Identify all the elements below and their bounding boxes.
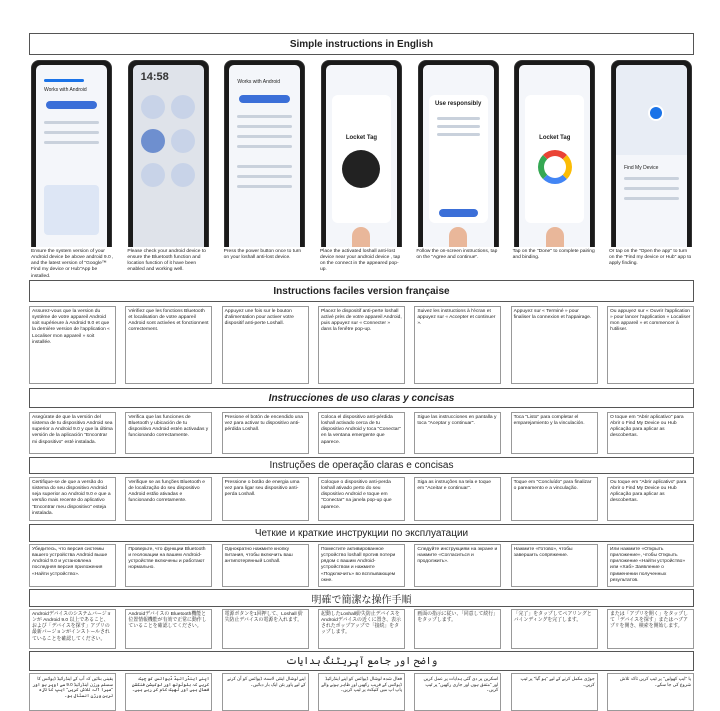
toggle-tile: [141, 163, 165, 187]
screen-line: [624, 187, 679, 190]
step-7: Ou toque em "Abrir aplicativo" para Abrir o Find My Device ou Hub Aplicação para aplicar as descobertas.: [607, 477, 694, 521]
step-5: 画面の指示に従い、「同意して続行」をタップします。: [414, 609, 501, 649]
heading-russian: [29, 524, 694, 542]
screen-button: [46, 101, 97, 109]
step-4: 起動したLoshall紛失防止デバイスをAndroidデバイスの近くに置き、表示されたポップアップで「接続」をタップします。: [318, 609, 405, 649]
step-1: Убедитесь, что версия системы вашего устройства Android выше Android 9.0 и установлена последняя версия приложения «Найти устройство».: [29, 544, 116, 587]
phone-screen: [616, 65, 687, 267]
heading-urdu: [29, 651, 694, 671]
tracker-device: [342, 150, 380, 188]
phone-screen: [519, 65, 590, 267]
step-5: Follow the on-screen instructions, tap on the "Agree and continue".: [414, 247, 501, 282]
step-2: Androidデバイスの Bluetooth機能と位置情報機能が有効で正常に動作していることを確認してください。: [125, 609, 212, 649]
step-1: Ensure the system version of your Android device be above android 9.0 , and the latest version of "Google™ Find my device or Hub"App be installed.: [29, 247, 116, 282]
dialog-line: [437, 117, 480, 120]
step-1: Certifique-se de que a versão do sistema do seu dispositivo Android seja superior ao Android 9.0 e que a versão mais recente do aplicativo "Encontrar meu dispositivo" esteja instalada.: [29, 477, 116, 521]
step-6: جوڑی مکمل کرنے کے لیے "ہو گیا" پر ٹیپ کریں۔: [511, 673, 598, 711]
step-7: Или нажмите «Открыть приложение», чтобы Открыть приложение «Найти устройство» или «Хаб» Заявление о применении полученных результатов.: [607, 544, 694, 587]
heading-english: [29, 33, 694, 55]
step-4: Placez le dispositif anti-perte loshall activé près de votre appareil Android, puis appuyez sur « Connecter » dans la fenêtre pop-up.: [318, 306, 405, 384]
screen-line: [237, 125, 292, 128]
heading-spanish: [29, 388, 694, 408]
heading-japanese: [29, 589, 694, 607]
step-2: Verifique se as funções Bluetooth e de localização do seu dispositivo Android estão ativadas e funcionando corretamente.: [125, 477, 212, 521]
step-2: اپنے اینڈرائیڈ ڈیوائس کو چیک کریں کہ بلوٹوتھ اور لوکیشن فنکشن فعال ہیں اور ٹھیک کام کر رہے ہیں۔: [125, 673, 212, 711]
bluetooth-tile: [141, 129, 165, 153]
phone-step-3: [224, 60, 305, 272]
step-1: Androidデバイスのシステムバージョンが Android 9.0 以上であること、および「デバイスを探す」アプリの最新バージョンがインストールされていることを確認してください。: [29, 609, 116, 649]
step-2: Verifica que las funciones de Bluetooth y ubicación de tu dispositivo Android estén activadas y funcionando correctamente.: [125, 412, 212, 454]
step-3: Press the power button once to turn on your loshall anti-lost device.: [222, 247, 309, 282]
step-4: فعال شدہ لوشال ڈیوائس کو اپنے اینڈرائیڈ ڈیوائس کے قریب رکھیں اور ظاہر ہونے والے پاپ اپ میں کنیکٹ پر ٹیپ کریں۔: [318, 673, 405, 711]
phone-screen: [326, 65, 397, 267]
step-5: Suivez les instructions à l'écran et appuyez sur « Accepter et continuer ».: [414, 306, 501, 384]
heading-spanish-text: Instrucciones de uso claras y concisas: [268, 392, 455, 404]
screen-line: [44, 131, 99, 134]
phone-screenshots: [31, 60, 692, 272]
screen-line: [624, 197, 679, 200]
step-2: Vérifiez que les fonctions Bluetooth et localisation de votre appareil Android sont activées et fonctionnent correctement.: [125, 306, 212, 384]
heading-french-text: Instructions faciles version française: [273, 285, 450, 297]
popup-dialog: [525, 95, 584, 223]
step-7: یا "ایپ کھولیں" پر ٹیپ کریں تاکہ تلاش شروع کی جا سکے۔: [607, 673, 694, 711]
location-tile: [171, 163, 195, 187]
step-1: Assurez-vous que la version du système de votre appareil Android soit supérieure à Android 9.0 et que la dernière version de l'application « Localiser mon appareil » soit installée.: [29, 306, 116, 384]
steps-urdu: [29, 673, 694, 711]
step-6: 「完了」をタップしてペアリングとバインディングを完了します。: [511, 609, 598, 649]
step-1: Asegúrate de que la versión del sistema de tu dispositivo Android sea superior a Android 9.0 y que la última versión de la aplicación "Encontrar mi dispositivo" esté instalada.: [29, 412, 116, 454]
heading-japanese-text: 明確で簡潔な操作手順: [311, 594, 412, 606]
dialog-title: Locket Tag: [345, 135, 378, 141]
step-4: Coloque o dispositivo anti-perda loshall ativado perto do seu dispositivo Android e toque em "Conectar" na janela pop-up que aparece.: [318, 477, 405, 521]
step-1: یقینی بنائیں کہ آپ کے اینڈرائیڈ ڈیوائس کا سسٹم ورژن اینڈرائیڈ 9.0 سے اوپر ہو اور "میرا آلہ تلاش کریں" ایپ کا تازہ ترین ورژن انسٹال ہو۔: [29, 673, 116, 711]
phone-step-4: [321, 60, 402, 272]
step-3: Presione el botón de encendido una vez para activar tu dispositivo anti-pérdida Loshall.: [222, 412, 309, 454]
phone-screen: [229, 65, 300, 267]
screen-caption: Works with Android: [44, 87, 87, 93]
logo-bar: [44, 79, 84, 82]
phone-step-2: [128, 60, 209, 272]
phone-step-1: [31, 60, 112, 272]
dialog-line: [437, 125, 480, 128]
toggle-tile: [171, 129, 195, 153]
steps-russian: [29, 544, 694, 587]
toggle-tile: [171, 95, 195, 119]
heading-portuguese-text: Instruções de operação claras e concisas: [269, 460, 454, 471]
screen-line: [237, 175, 292, 178]
heading-english-text: Simple instructions in English: [289, 38, 434, 50]
step-2: Проверьте, что функции Bluetooth и геолокации на вашем Android-устройстве включены и работают нормально.: [125, 544, 212, 587]
heading-portuguese: [29, 457, 694, 474]
step-4: Place the activated loshall anti-lost device near your android device , tap on the connect in the appeared pop-up.: [318, 247, 405, 282]
steps-french: [29, 306, 694, 384]
screen-line: [237, 145, 292, 148]
step-5: Siga as instruções na tela e toque em "Aceitar e continuar".: [414, 477, 501, 521]
phone-screen: [133, 65, 204, 267]
screen-image: [44, 185, 99, 235]
step-2: Please check your android device to ensure the Bluetooth function and location function of it have been enabled and working well.: [125, 247, 212, 282]
step-4: Поместите активированное устройство loshall против потери рядом с вашим Android-устройством и нажмите «Подключить» во всплывающем окне.: [318, 544, 405, 587]
dialog-title: Use responsibly: [434, 101, 482, 107]
steps-portuguese: [29, 477, 694, 521]
dialog-line: [437, 133, 480, 136]
phone-screen: [423, 65, 494, 267]
step-5: اسکرین پر دی گئی ہدایات پر عمل کریں اور "متفق ہوں اور جاری رکھیں" پر ٹیپ کریں۔: [414, 673, 501, 711]
step-7: Ou appuyez sur « Ouvrir l'application » pour lancer l'application « Localiser mon appareil » et commencer à l'utiliser.: [607, 306, 694, 384]
step-4: Coloca el dispositivo anti-pérdida loshall activado cerca de tu dispositivo Android y toca "Conectar" en la ventana emergente que aparece.: [318, 412, 405, 454]
phone-screen: [36, 65, 107, 267]
step-7: Or tap on the "Open the app" to turn on the "Find my device or Hub" app to apply finding.: [607, 247, 694, 282]
step-3: Pressione o botão de energia uma vez para ligar seu dispositivo anti-perda Loshall.: [222, 477, 309, 521]
popup-dialog: [332, 95, 391, 223]
heading-russian-text: Четкие и краткие инструкции по эксплуатации: [254, 527, 469, 539]
step-3: 電源ボタンを1回押して、Loshall 紛失防止デバイスの電源を入れます。: [222, 609, 309, 649]
heading-urdu-text: واضح اور جامع آپریٹنگ ہدایات: [285, 655, 438, 667]
step-6: Appuyez sur « Terminé » pour finaliser la connexion et l'appairage.: [511, 306, 598, 384]
step-6: Нажмите «Готово», чтобы завершить сопряжение.: [511, 544, 598, 587]
step-6: Toque em "Concluído" para finalizar o pareamento e a vinculação.: [511, 477, 598, 521]
step-6: Toca "Listo" para completar el emparejamiento y la vinculación.: [511, 412, 598, 454]
screen-line: [237, 165, 292, 168]
heading-french: [29, 280, 694, 302]
steps-japanese: [29, 609, 694, 649]
phone-step-5: [418, 60, 499, 272]
popup-dialog: [429, 95, 488, 223]
screen-caption: Find My Device: [623, 165, 659, 171]
step-7: O toque em "Abrir aplicativo" para Abrir o Find My Device ou Hub Aplicação para aplicar as descobertas.: [607, 412, 694, 454]
screen-line: [237, 135, 292, 138]
step-5: Sigue las instrucciones en pantalla y toca "Aceptar y continuar".: [414, 412, 501, 454]
toggle-tile: [141, 95, 165, 119]
agree-button: [439, 209, 478, 217]
screen-line: [237, 185, 292, 188]
clock-text: 14:58: [140, 71, 169, 83]
screen-line: [624, 177, 679, 180]
step-3: Appuyez une fois sur le bouton d'alimentation pour activer votre dispositif anti-perte Loshall.: [222, 306, 309, 384]
step-3: اپنے لوشال اینٹی لاسٹ ڈیوائس کو آن کرنے کے لیے پاور بٹن ایک بار دبائیں۔: [222, 673, 309, 711]
step-6: Tap on the "Done" to complete pairing and binding.: [511, 247, 598, 282]
google-ring-icon: [538, 150, 572, 184]
screen-caption: Works with Android: [237, 79, 281, 85]
phone-step-7: [611, 60, 692, 272]
steps-spanish: [29, 412, 694, 454]
dialog-title: Locket Tag: [539, 135, 571, 141]
location-pin-icon: [648, 105, 664, 121]
step-3: Однократно нажмите кнопку питания, чтобы включить ваш антипотерянный Loshall.: [222, 544, 309, 587]
step-7: または「アプリを開く」をタップして「デバイスを探す」またはハブアプリを開き、検索を開始します。: [607, 609, 694, 649]
screen-line: [44, 121, 99, 124]
phone-step-6: [514, 60, 595, 272]
instruction-sheet: [29, 33, 694, 698]
screen-button: [239, 95, 290, 103]
screen-line: [237, 115, 292, 118]
step-5: Следуйте инструкциям на экране и нажмите «Согласиться и продолжить».: [414, 544, 501, 587]
screen-line: [44, 141, 99, 144]
